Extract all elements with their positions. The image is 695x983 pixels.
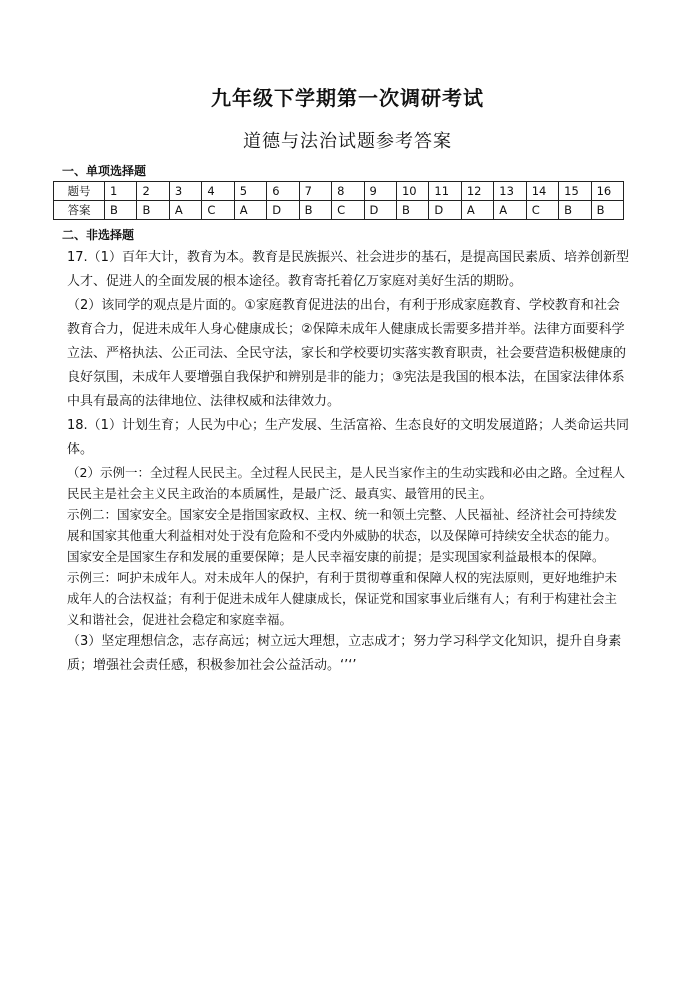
section-heading-choice: 一、单项选择题 (62, 164, 147, 178)
table-cell: 8 (332, 182, 364, 201)
table-cell: 1 (105, 182, 137, 201)
answer-body (67, 246, 629, 678)
table-cell: A (169, 201, 201, 220)
table-cell: B (559, 201, 591, 220)
table-cell: 10 (396, 182, 428, 201)
table-cell: 3 (169, 182, 201, 201)
table-cell: A (461, 201, 493, 220)
table-row-numbers (54, 182, 624, 201)
table-cell: D (364, 201, 396, 220)
table-cell: C (202, 201, 234, 220)
exam-subtitle: 道德与法治试题参考答案 (243, 131, 452, 152)
answer-17-1: 17.（1）百年大计，教育为本。教育是民族振兴、社会进步的基石，是提高国民素质、培养创新型人才、促进人的全面发展的根本途径。教育寄托着亿万家庭对美好生活的期盼。 (67, 250, 629, 289)
table-cell: B (591, 201, 623, 220)
answer-18-2-example-2: 示例二：国家安全。国家安全是指国家政权、主权、统一和领土完整、人民福祉、经济社会可持续发展和国家其他重大利益相对处于没有危险和不受内外威胁的状态，以及保障可持续安全状态的能力。国家安全是国家生存和发展的重要保障；是人民幸福安康的前提；是实现国家利益最根本的保障。 (67, 507, 618, 564)
table-cell: B (299, 201, 331, 220)
table-cell: 16 (591, 182, 623, 201)
table-cell: 2 (137, 182, 169, 201)
table-cell: A (494, 201, 526, 220)
answer-18-2-example-3: 示例三：呵护未成年人。对未成年人的保护，有利于贯彻尊重和保障人权的宪法原则，更好地维护未成年人的合法权益；有利于促进未成年人健康成长，保证党和国家事业后继有人；有利于构建社会主义和谐社会，促进社会稳定和家庭幸福。 (67, 570, 618, 627)
table-cell: 13 (494, 182, 526, 201)
table-cell: 7 (299, 182, 331, 201)
table-cell: 5 (234, 182, 266, 201)
table-cell: 15 (559, 182, 591, 201)
table-cell: B (105, 201, 137, 220)
table-cell: B (137, 201, 169, 220)
table-cell: 4 (202, 182, 234, 201)
table-cell: A (234, 201, 266, 220)
table-cell: 12 (461, 182, 493, 201)
table-cell: B (396, 201, 428, 220)
table-row-answers (54, 201, 624, 220)
answer-18-1: 18.（1）计划生育；人民为中心；生产发展、生活富裕、生态良好的文明发展道路；人类命运共同体。 (67, 418, 629, 457)
answer-18-3: （3）坚定理想信念，志存高远；树立远大理想，立志成才；努力学习科学文化知识，提升自身素质；增强社会责任感，积极参加社会公益活动。‘’‘’ (67, 634, 622, 673)
table-cell: 14 (526, 182, 558, 201)
row-label-answer: 答案 (54, 201, 105, 220)
table-cell: 6 (267, 182, 299, 201)
table-cell: C (526, 201, 558, 220)
answer-18-2-example-1: （2）示例一：全过程人民民主。全过程人民民主，是人民当家作主的生动实践和必由之路。全过程人民民主是社会主义民主政治的本质属性，是最广泛、最真实、最管用的民主。 (67, 465, 625, 501)
table-cell: D (267, 201, 299, 220)
exam-title: 九年级下学期第一次调研考试 (211, 86, 484, 110)
answer-table (53, 181, 624, 220)
section-heading-nonchoice: 二、非选择题 (62, 228, 135, 242)
answer-17-2: （2）该同学的观点是片面的。①家庭教育促进法的出台，有利于形成家庭教育、学校教育和社会教育合力，促进未成年人身心健康成长；②保障未成年人健康成长需要多措并举。法律方面要科学立法、严格执法、公正司法、全民守法，家长和学校要切实落实教育职责，社会要营造积极健康的良好氛围，未成年人要增强自我保护和辨别是非的能力；③宪法是我国的根本法，在国家法律体系中具有最高的法律地位、法律权威和法律效力。 (67, 298, 627, 409)
table-cell: D (429, 201, 461, 220)
table-cell: 9 (364, 182, 396, 201)
table-cell: 11 (429, 182, 461, 201)
table-cell: C (332, 201, 364, 220)
row-label-number: 题号 (54, 182, 105, 201)
